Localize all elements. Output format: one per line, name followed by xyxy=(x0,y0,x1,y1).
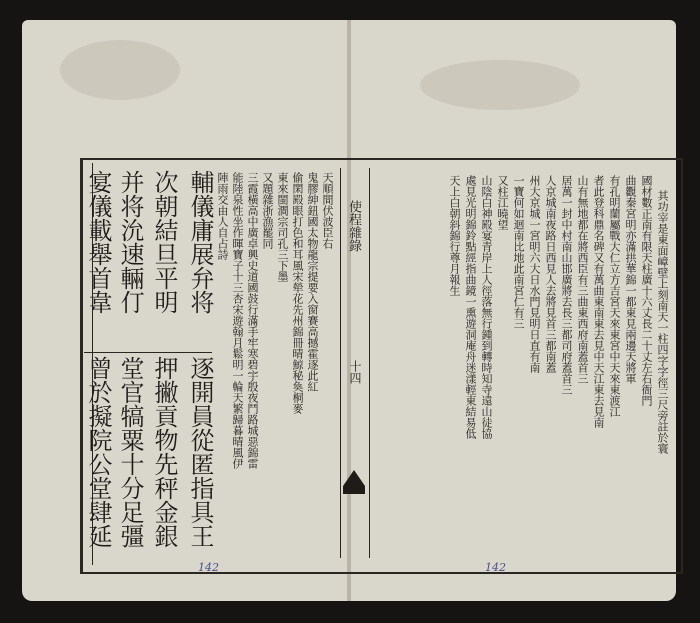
fish-tail-mark xyxy=(343,470,365,486)
large-text-column: 并将沇速輛仃 xyxy=(116,170,144,314)
small-text-column: 天順間伏波臣右 xyxy=(321,172,334,249)
text-column: 人京城南夜路日西見人去將見首三都南蓋 xyxy=(544,175,557,373)
section-rule xyxy=(84,352,212,353)
text-column: 居萬一封中村南山邯廣將去長三都司府蓋首三 xyxy=(560,175,573,395)
small-text-column: 三霞橫高中廣卓興史道國鼓行滿手牢寒碧宇殷夜鬥路城惡錦雷 xyxy=(246,172,259,469)
fish-tail-base xyxy=(343,486,365,494)
paper-stain xyxy=(60,40,180,100)
poem-title: 又柱江曉望 xyxy=(496,175,509,230)
large-text-column: 宴儀載舉首韋 xyxy=(84,170,112,314)
large-text-column: 曾於擬院公堂肆延 xyxy=(84,356,112,548)
text-column: 山陰白神殿宴青岸上人徑落無行鍾到轉時知寺遠山徒協 xyxy=(480,175,493,439)
text-column: 一寶何如迴南比地此南宮仁有三 xyxy=(512,175,525,329)
large-text-column: 次朝結旦平明 xyxy=(150,170,178,314)
text-column: 者此登科鼎名碑又有萬曲東南東去見中天江東去見南 xyxy=(592,175,605,428)
large-text-column: 輔儀庸展弁将 xyxy=(186,170,214,314)
archive-number-left: 142 xyxy=(198,561,219,574)
small-text-column: 偷閑殿眼打色和耳風宋犖花先州錦冊晴鯨秘奐桐麥 xyxy=(291,172,304,414)
archive-number-right: 142 xyxy=(485,561,506,574)
small-text-column: 鬼膠紳鈕國太物龍宗提要入窗賽高撼霍逐此紅 xyxy=(306,172,319,392)
small-text-column: 東來閩澗宗司孔三下墨 xyxy=(276,172,289,282)
paper-stain xyxy=(420,60,580,110)
large-text-column: 押撇貢物先秤金銀 xyxy=(150,356,178,548)
book-title: 使程雜錄 xyxy=(346,200,361,252)
text-column: 處見光明錦鈴點經指曲鏡一熏遊洞庵舟迷漾輕東結易低 xyxy=(464,175,477,439)
large-text-column: 堂官犒粟十分足彊 xyxy=(116,356,144,548)
text-column: 其功宰是東面嶂壁上刻南天一柱四字字徑三尺旁註於寰 xyxy=(656,190,669,454)
text-column: 國材數正南有限天柱廣十六丈長二十丈左右衙門 xyxy=(640,175,653,406)
leaf-number: 十四 xyxy=(348,360,362,384)
large-text-column: 逐開員從匿指具王 xyxy=(186,356,214,548)
small-text-column: 陣雨交由人自占詩 xyxy=(216,172,229,260)
small-text-column: 能陸泉性坐作暉寶子十三杏宋遊翰月鬆明一輪天繁歸暮晴風伊 xyxy=(231,172,244,469)
text-column: 天上白朝斜錦行尊月報生 xyxy=(448,175,461,296)
small-text-column: 又題雜浙漁罷同 xyxy=(261,172,274,249)
text-column: 山有無地都在將西臣有三曲東西府南蓋首三 xyxy=(576,175,589,384)
text-column: 曲觀秦宮明亦滿拱華錦一都東見兩邊天將軍 xyxy=(624,175,637,384)
text-column: 有孔明蘭屬戰大仁立方吉宮天來東宮中天來東渡江 xyxy=(608,175,621,417)
text-column: 州大京城一宮明六大日水門見明日直有南 xyxy=(528,175,541,373)
